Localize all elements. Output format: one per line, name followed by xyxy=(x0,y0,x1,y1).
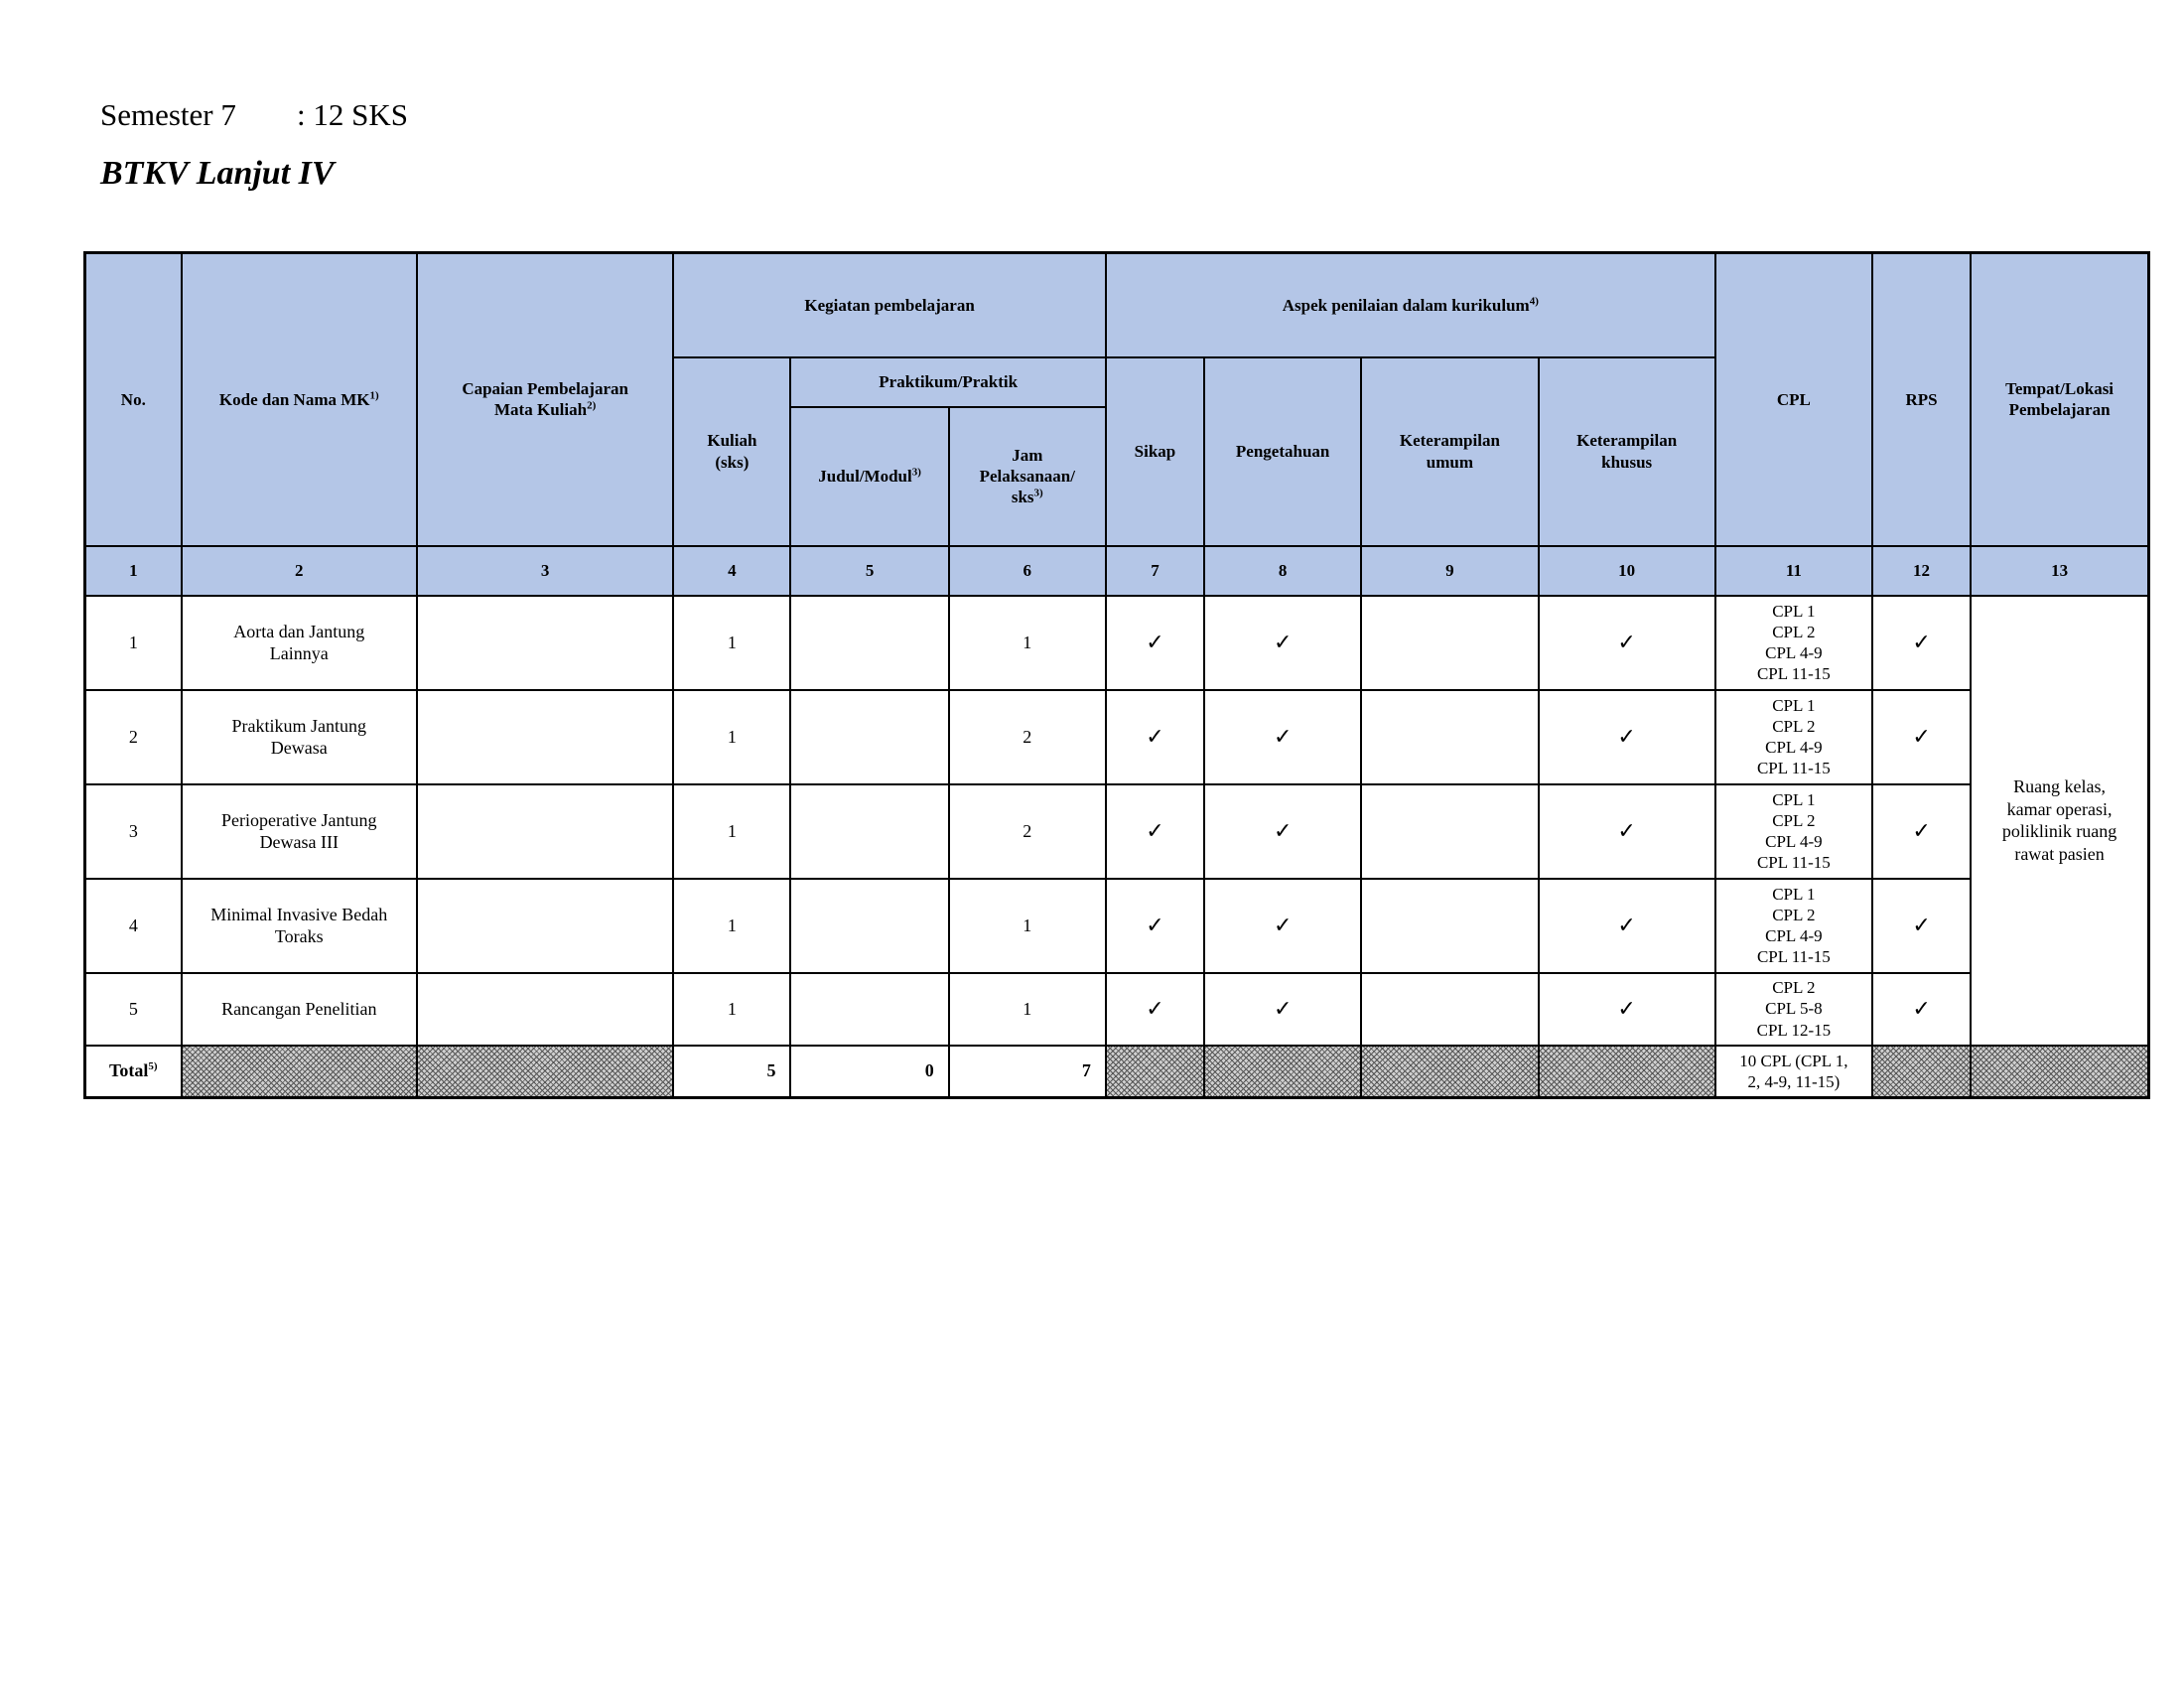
ket-umum-cell xyxy=(1361,690,1538,784)
ket-khusus-check: ✓ xyxy=(1539,690,1715,784)
kuliah-cell: 1 xyxy=(673,596,790,690)
judul-cell xyxy=(790,690,948,784)
col-tempat: Tempat/Lokasi Pembelajaran xyxy=(1971,253,2148,546)
block-title: BTKV Lanjut IV xyxy=(100,155,335,192)
pengetahuan-check: ✓ xyxy=(1204,784,1361,879)
cpl-cell: CPL 1 CPL 2 CPL 4-9 CPL 11-15 xyxy=(1715,596,1872,690)
place-cell: Ruang kelas, kamar operasi, poliklinik ruang rawat pasien xyxy=(1971,596,2148,1046)
cpl-cell: CPL 2 CPL 5-8 CPL 12-15 xyxy=(1715,973,1872,1046)
course-name: Perioperative Jantung Dewasa III xyxy=(182,784,417,879)
col-kuliah: Kuliah (sks) xyxy=(673,357,790,546)
capaian-cell xyxy=(417,973,673,1046)
jam-cell: 1 xyxy=(949,879,1106,973)
kuliah-cell: 1 xyxy=(673,879,790,973)
col-jam: Jam Pelaksanaan/ sks$^{3)}$ xyxy=(949,407,1106,546)
column-number-row xyxy=(85,546,2149,596)
col-rps: RPS xyxy=(1872,253,1971,546)
course-name: Praktikum Jantung Dewasa xyxy=(182,690,417,784)
semester-label: Semester 7 xyxy=(100,97,236,132)
col-number: 2 xyxy=(182,546,417,596)
judul-cell xyxy=(790,879,948,973)
row-no: 1 xyxy=(85,596,182,690)
col-number: 4 xyxy=(673,546,790,596)
total-jam: 7 xyxy=(949,1046,1106,1098)
row-no: 3 xyxy=(85,784,182,879)
col-aspek: Aspek penilaian dalam kurikulum$^{4)}$ xyxy=(1106,253,1715,357)
capaian-cell xyxy=(417,690,673,784)
ket-khusus-check: ✓ xyxy=(1539,879,1715,973)
judul-cell xyxy=(790,596,948,690)
sikap-check: ✓ xyxy=(1106,690,1204,784)
col-cpl: CPL xyxy=(1715,253,1872,546)
col-number: 11 xyxy=(1715,546,1872,596)
row-no: 5 xyxy=(85,973,182,1046)
col-judul: Judul/Modul$^{3)}$ xyxy=(790,407,948,546)
rps-check: ✓ xyxy=(1872,784,1971,879)
col-ket-khusus: Keterampilan khusus xyxy=(1539,357,1715,546)
sikap-check: ✓ xyxy=(1106,973,1204,1046)
col-kode: Kode dan Nama MK$^{1)}$ xyxy=(182,253,417,546)
col-number: 1 xyxy=(85,546,182,596)
row-no: 2 xyxy=(85,690,182,784)
ket-khusus-check: ✓ xyxy=(1539,784,1715,879)
col-number: 5 xyxy=(790,546,948,596)
semester-sks: : 12 SKS xyxy=(297,97,408,132)
col-kegiatan: Kegiatan pembelajaran xyxy=(673,253,1106,357)
rps-check: ✓ xyxy=(1872,879,1971,973)
kuliah-cell: 1 xyxy=(673,784,790,879)
ket-umum-cell xyxy=(1361,596,1538,690)
ket-umum-cell xyxy=(1361,973,1538,1046)
col-sikap: Sikap xyxy=(1106,357,1204,546)
cpl-cell: CPL 1 CPL 2 CPL 4-9 CPL 11-15 xyxy=(1715,879,1872,973)
col-number: 7 xyxy=(1106,546,1204,596)
hatched-cell xyxy=(1971,1046,2148,1098)
kuliah-cell: 1 xyxy=(673,690,790,784)
row-no: 4 xyxy=(85,879,182,973)
kuliah-cell: 1 xyxy=(673,973,790,1046)
rps-check: ✓ xyxy=(1872,690,1971,784)
judul-cell xyxy=(790,973,948,1046)
col-pengetahuan: Pengetahuan xyxy=(1204,357,1361,546)
rps-check: ✓ xyxy=(1872,596,1971,690)
curriculum-table xyxy=(83,251,2150,1099)
ket-umum-cell xyxy=(1361,879,1538,973)
table-row xyxy=(85,973,2149,1046)
jam-cell: 2 xyxy=(949,690,1106,784)
hatched-cell xyxy=(1361,1046,1538,1098)
pengetahuan-check: ✓ xyxy=(1204,879,1361,973)
sikap-check: ✓ xyxy=(1106,879,1204,973)
table-row xyxy=(85,690,2149,784)
course-name: Rancangan Penelitian xyxy=(182,973,417,1046)
total-label: Total$^{5)}$ xyxy=(85,1046,182,1098)
col-ket-umum: Keterampilan umum xyxy=(1361,357,1538,546)
col-capaian: Capaian Pembelajaran Mata Kuliah$^{2)}$ xyxy=(417,253,673,546)
judul-cell xyxy=(790,784,948,879)
col-number: 10 xyxy=(1539,546,1715,596)
jam-cell: 2 xyxy=(949,784,1106,879)
course-name: Aorta dan Jantung Lainnya xyxy=(182,596,417,690)
semester-heading xyxy=(100,97,408,133)
sikap-check: ✓ xyxy=(1106,596,1204,690)
jam-cell: 1 xyxy=(949,973,1106,1046)
hatched-cell xyxy=(1204,1046,1361,1098)
cpl-cell: CPL 1 CPL 2 CPL 4-9 CPL 11-15 xyxy=(1715,784,1872,879)
total-judul: 0 xyxy=(790,1046,948,1098)
total-row xyxy=(85,1046,2149,1098)
col-praktikum: Praktikum/Praktik xyxy=(790,357,1105,407)
sikap-check: ✓ xyxy=(1106,784,1204,879)
cpl-cell: CPL 1 CPL 2 CPL 4-9 CPL 11-15 xyxy=(1715,690,1872,784)
pengetahuan-check: ✓ xyxy=(1204,596,1361,690)
pengetahuan-check: ✓ xyxy=(1204,690,1361,784)
col-number: 13 xyxy=(1971,546,2148,596)
total-kuliah: 5 xyxy=(673,1046,790,1098)
table-row xyxy=(85,879,2149,973)
col-number: 3 xyxy=(417,546,673,596)
total-cpl: 10 CPL (CPL 1, 2, 4-9, 11-15) xyxy=(1715,1046,1872,1098)
hatched-cell xyxy=(417,1046,673,1098)
ket-khusus-check: ✓ xyxy=(1539,973,1715,1046)
rps-check: ✓ xyxy=(1872,973,1971,1046)
ket-khusus-check: ✓ xyxy=(1539,596,1715,690)
table-row xyxy=(85,784,2149,879)
ket-umum-cell xyxy=(1361,784,1538,879)
hatched-cell xyxy=(1539,1046,1715,1098)
capaian-cell xyxy=(417,879,673,973)
hatched-cell xyxy=(182,1046,417,1098)
capaian-cell xyxy=(417,596,673,690)
hatched-cell xyxy=(1872,1046,1971,1098)
capaian-cell xyxy=(417,784,673,879)
pengetahuan-check: ✓ xyxy=(1204,973,1361,1046)
col-no: No. xyxy=(85,253,182,546)
course-name: Minimal Invasive Bedah Toraks xyxy=(182,879,417,973)
col-number: 6 xyxy=(949,546,1106,596)
col-number: 12 xyxy=(1872,546,1971,596)
table-row xyxy=(85,596,2149,690)
hatched-cell xyxy=(1106,1046,1204,1098)
col-number: 9 xyxy=(1361,546,1538,596)
col-number: 8 xyxy=(1204,546,1361,596)
jam-cell: 1 xyxy=(949,596,1106,690)
